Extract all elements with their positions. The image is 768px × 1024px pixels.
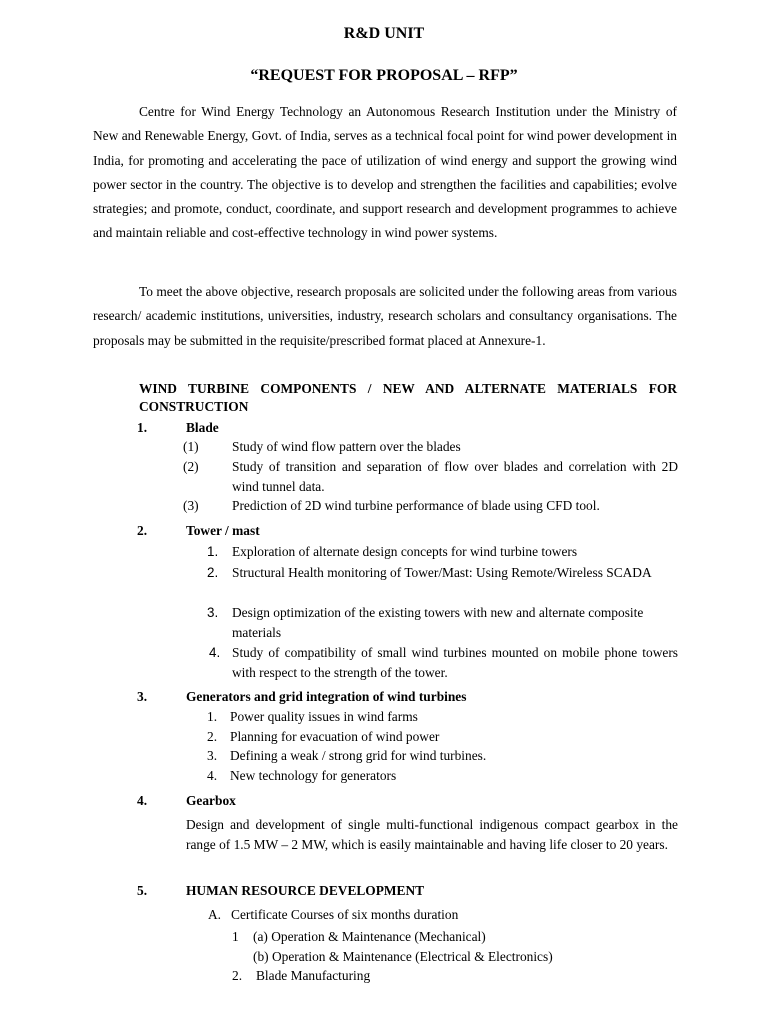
list-item: Study of transition and separation of flow over blades and correlation with 2D wind tunnel data. xyxy=(232,459,678,494)
section-title-blade: Blade xyxy=(186,420,219,435)
section-title-gearbox: Gearbox xyxy=(186,793,236,808)
section-number: 4. xyxy=(137,793,148,808)
list-item: Design optimization of the existing towers with new and alternate composite materials xyxy=(232,605,644,640)
list-item: Exploration of alternate design concepts for wind turbine towers xyxy=(232,544,578,559)
list-item: Prediction of 2D wind turbine performance of blade using CFD tool. xyxy=(232,498,600,513)
section-heading xyxy=(139,380,677,416)
section-number: 1. xyxy=(137,420,148,435)
list-marker: 4. xyxy=(207,768,218,783)
list-item: (b) Operation & Maintenance (Electrical & Electronics) xyxy=(253,949,553,964)
hrd-sub-a: A. Certificate Courses of six months duration xyxy=(208,907,459,922)
list-item: Power quality issues in wind farms xyxy=(230,709,418,724)
document-title: R&D UNIT xyxy=(343,25,425,42)
section-heading-line1: WIND TURBINE COMPONENTS / NEW AND ALTERNATE MATERIALS FOR xyxy=(139,381,677,396)
list-marker: 4. xyxy=(209,645,221,660)
list-item: Blade Manufacturing xyxy=(256,968,371,983)
section-title-hrd: HUMAN RESOURCE DEVELOPMENT xyxy=(186,883,425,898)
list-marker: 2. xyxy=(232,968,243,983)
list-marker: (1) xyxy=(183,439,199,454)
list-marker: 1. xyxy=(207,709,218,724)
section-title-tower: Tower / mast xyxy=(186,523,260,538)
list-marker: (3) xyxy=(183,498,199,513)
intro-paragraph: Centre for Wind Energy Technology an Autonomous Research Institution under the Ministry of New and Renewable Energy, Govt. of India, serves as a technical focal point for wind power development in India, for promoting and accelerating the pace of utilization of wind energy and support the growing wind power sector in the country. The objective is to develop and strengthen the facilities and capabilities; evolve strategies; and promote, conduct, coordinate, and support research and development programmes to achieve and maintain reliable and cost-effective technology in wind power systems. xyxy=(93,104,677,241)
list-item: Structural Health monitoring of Tower/Mast: Using Remote/Wireless SCADA xyxy=(232,565,652,580)
list-marker: 3. xyxy=(207,605,219,620)
list-marker: 1 xyxy=(232,929,239,944)
list-marker: 2. xyxy=(207,565,219,580)
section-number: 3. xyxy=(137,689,148,704)
objective-paragraph: To meet the above objective, research proposals are solicited under the following areas from various research/ academic institutions, universities, industry, research scholars and consultancy organisations. The proposals may be submitted in the requisite/prescribed format placed at Annexure-1. xyxy=(93,284,677,348)
list-item: New technology for generators xyxy=(230,768,397,783)
list-marker: 2. xyxy=(207,729,218,744)
section-heading-line2: CONSTRUCTION xyxy=(139,399,249,414)
section-number: 5. xyxy=(137,883,148,898)
list-item: Planning for evacuation of wind power xyxy=(230,729,440,744)
document-subtitle: “REQUEST FOR PROPOSAL – RFP” xyxy=(250,67,518,84)
list-item: (a) Operation & Maintenance (Mechanical) xyxy=(253,929,486,944)
section-title-generators: Generators and grid integration of wind turbines xyxy=(186,689,467,704)
list-marker: 1. xyxy=(207,544,219,559)
section-number: 2. xyxy=(137,523,148,538)
list-marker: 3. xyxy=(207,748,218,763)
list-item: Study of compatibility of small wind turbines mounted on mobile phone towers with respect to the strength of the tower. xyxy=(232,645,678,680)
gearbox-description: Design and development of single multi-functional indigenous compact gearbox in the range of 1.5 MW – 2 MW, which is easily maintainable and having life closer to 20 years. xyxy=(186,817,678,852)
list-marker: (2) xyxy=(183,459,199,474)
list-item: Defining a weak / strong grid for wind turbines. xyxy=(230,748,487,763)
list-item: Study of wind flow pattern over the blades xyxy=(232,439,461,454)
